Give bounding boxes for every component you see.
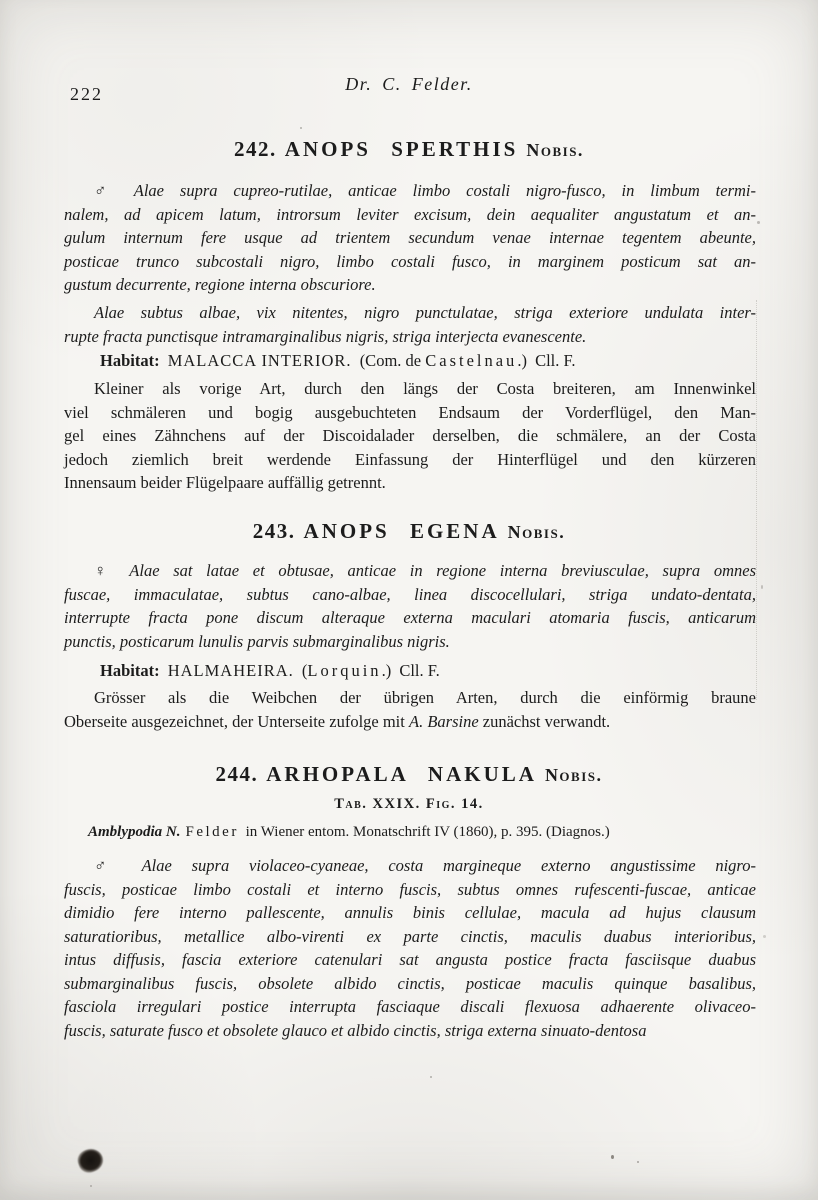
diagnosis-paragraph-243	[64, 559, 756, 653]
text-line: Alae subtus albae, vix nitentes, nigro punctulatae, striga exteriore undulata inter-	[94, 303, 756, 322]
author-name: Felder	[185, 824, 239, 840]
collector-prefix: (	[301, 661, 308, 680]
ink-blot-artifact	[75, 1145, 106, 1175]
text-line: gustum decurrente, regione interna obscuriore.	[64, 275, 376, 294]
dust-speck	[300, 127, 302, 129]
species-attribution: Nobis.	[526, 140, 584, 160]
compared-species-name: A. Barsine	[408, 711, 479, 731]
species-attribution: Nobis.	[507, 522, 566, 542]
text-line: gel eines Zähnchens auf der Discoidalader derselben, die schmälere, an der Costa	[64, 426, 756, 445]
text-line: gulum internum fere usque ad trientem secundum venae internae tegentem abeunte,	[64, 228, 756, 247]
text-line	[64, 710, 756, 734]
citation-text: in Wiener entom. Monatschrift IV (1860), p. 395. (Diagnos.)	[245, 824, 610, 840]
species-name: ARHOPALA NAKULA	[266, 762, 537, 786]
habitat-label: Habitat:	[100, 661, 160, 680]
dust-speck	[761, 585, 763, 589]
species-number: 243.	[252, 519, 296, 543]
dust-speck	[90, 1185, 92, 1187]
text-line: rupte fracta punctisque intramarginalibus nigris, striga interjecta evanescente.	[64, 326, 587, 346]
text-line: ♂ Alae supra cupreo-rutilae, anticae limbo costali nigro-fusco, in limbum termi-	[94, 181, 756, 200]
text-line: jedoch ziemlich breit werdende Einfassung der Hinterflügel und den kürzeren	[64, 449, 756, 469]
species-name: ANOPS EGENA	[303, 519, 500, 543]
habitat-line-242	[64, 349, 792, 373]
habitat-label: Habitat:	[100, 351, 160, 370]
text-line: interrupte fracta pone discum alteraque externa maculari atomaria fuscis, anticarum	[64, 608, 756, 627]
text-line: dimidio fere interno pallescente, annulis binis cellulae, macula ad hujus clausum	[64, 903, 756, 922]
species-heading-242	[0, 136, 818, 163]
species-number: 242.	[234, 137, 277, 161]
habitat-locality: HALMAHEIRA.	[167, 661, 294, 680]
collector-name: Castelnau	[425, 351, 518, 370]
remarks-paragraph-243	[64, 686, 756, 733]
page-number: 222	[70, 84, 103, 104]
collector-suffix: .)	[517, 351, 527, 370]
collection-abbrev: Cll. F.	[399, 661, 440, 680]
text-line: nalem, ad apicem latum, introrsum leviter excisum, dein aequaliter angustatum et an-	[64, 204, 756, 224]
diagnosis-paragraph-244	[64, 854, 756, 1042]
text-line: intus diffusis, fascia exteriore catenulari sat angusta postice fracta fasciisque duabus	[64, 950, 756, 969]
text-line: Kleiner als vorige Art, durch den längs der Costa breiteren, am Innenwinkel	[94, 379, 756, 398]
remarks-paragraph-242	[64, 377, 756, 495]
remark-text: zunächst verwandt.	[482, 711, 611, 731]
dust-speck	[430, 1076, 432, 1078]
species-heading-243	[0, 518, 818, 545]
text-line: Grösser als die Weibchen der übrigen Arten, durch die einförmig braune	[94, 688, 756, 707]
collector-prefix: (Com. de	[359, 351, 422, 370]
text-line: saturatioribus, metallice albo-virenti ex parte cinctis, maculis duabus interioribus,	[64, 926, 756, 946]
collection-abbrev: Cll. F.	[535, 351, 576, 370]
text-line: fuscae, immaculatae, subtus cano-albae, linea discocellulari, striga undato-dentata,	[64, 584, 756, 604]
text-line: punctis, posticarum lunulis parvis submarginalibus nigris.	[64, 631, 450, 651]
collector-suffix: .)	[381, 661, 392, 680]
text-line: fasciola irregulari postice interrupta fasciaque discali flexuosa adhaerente olivaceo-	[64, 997, 756, 1016]
scan-crease-artifact	[756, 300, 758, 700]
plate-figure-reference: Tab. XXIX. Fig. 14.	[334, 796, 484, 812]
species-heading-244	[0, 761, 818, 788]
remark-text: Oberseite ausgezeichnet, der Unterseite zufolge mit	[64, 711, 405, 731]
text-line: ♀ Alae sat latae et obtusae, anticae in regione interna breviusculae, supra omnes	[94, 561, 756, 580]
text-line: Innensaum beider Flügelpaare auffällig getrennt.	[64, 473, 386, 492]
synonymy-citation	[64, 824, 780, 841]
species-attribution: Nobis.	[544, 765, 603, 785]
dust-speck	[611, 1155, 614, 1159]
text-line: posticae trunco subcostali nigro, limbo costali fusco, in marginem posticum sat an-	[64, 251, 756, 271]
text-line: fuscis, posticae limbo costali et interno fuscis, subtus omnes rufescenti-fuscae, anticae	[64, 879, 756, 899]
diagnosis-paragraph-242a	[64, 179, 756, 297]
dust-speck	[637, 1161, 639, 1163]
species-number: 244.	[215, 762, 259, 786]
synonym-name: Amblypodia N.	[88, 824, 181, 840]
diagnosis-paragraph-242b	[64, 301, 756, 348]
text-line: ♂ Alae supra violaceo-cyaneae, costa margineque externo angustissime nigro-	[94, 856, 756, 875]
habitat-line-243	[64, 659, 792, 683]
text-line: viel schmäleren und bogig ausgebuchteten Endsaum der Vorderflügel, den Man-	[64, 402, 756, 422]
text-line: fuscis, saturate fusco et obsolete glauco et albido cinctis, striga externa sinuato-dentosa	[64, 1020, 647, 1040]
running-header: Dr. C. Felder.	[345, 74, 473, 94]
dust-speck	[763, 935, 766, 938]
dust-speck	[757, 221, 760, 224]
habitat-locality: MALACCA INTERIOR.	[167, 351, 352, 370]
species-name: ANOPS SPERTHIS	[284, 137, 519, 161]
text-line: submarginalibus fuscis, obsolete albido cinctis, posticae maculis quinque basalibus,	[64, 973, 756, 993]
collector-name: Lorquin	[307, 661, 382, 680]
